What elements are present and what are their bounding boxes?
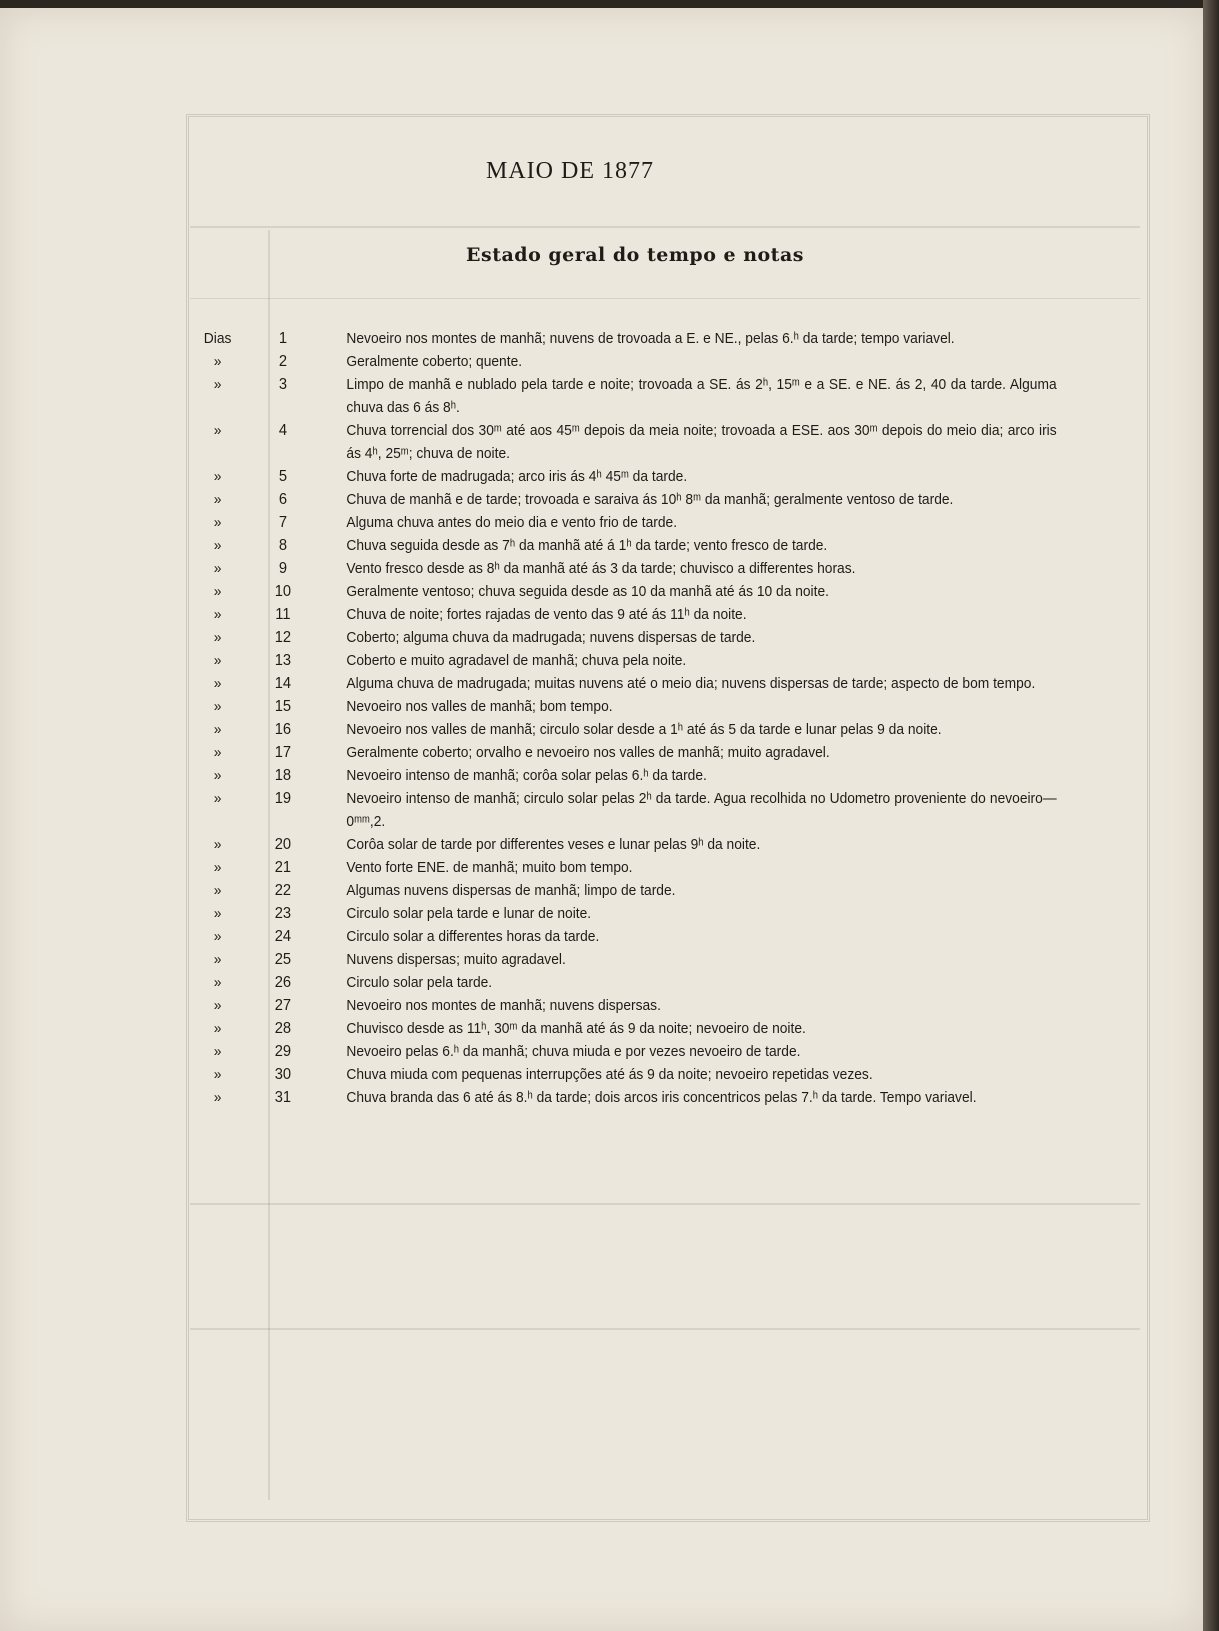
ditto-mark: » bbox=[213, 928, 222, 945]
ditto-mark: » bbox=[213, 790, 222, 807]
day-notes: Circulo solar a differentes horas da tarde. bbox=[346, 928, 600, 945]
day-number: 27 bbox=[274, 997, 292, 1014]
day-number: 29 bbox=[274, 1043, 292, 1060]
day-number: 15 bbox=[274, 698, 292, 715]
day-number: 17 bbox=[274, 744, 292, 761]
day-number: 8 bbox=[278, 537, 288, 554]
weather-log bbox=[190, 327, 1150, 1109]
day-notes: Chuva torrencial dos 30ᵐ até aos 45ᵐ depois da meia noite; trovoada a ESE. aos 30ᵐ depois do meio dia; arco iris ás 4ʰ, 25ᵐ; chuva de noite. bbox=[346, 422, 1057, 462]
ditto-mark: » bbox=[213, 721, 222, 738]
day-notes: Corôa solar de tarde por differentes veses e lunar pelas 9ʰ da noite. bbox=[346, 836, 761, 853]
column-label: Dias bbox=[203, 330, 232, 347]
log-row bbox=[190, 833, 1147, 856]
ditto-mark: » bbox=[213, 514, 222, 531]
day-notes: Coberto; alguma chuva da madrugada; nuvens dispersas de tarde. bbox=[346, 629, 756, 646]
section-heading: Estado geral do tempo e notas bbox=[466, 244, 804, 266]
ditto-mark: » bbox=[213, 353, 222, 370]
ditto-mark: » bbox=[213, 882, 222, 899]
day-number: 26 bbox=[274, 974, 292, 991]
day-notes: Nevoeiro intenso de manhã; circulo solar pelas 2ʰ da tarde. Agua recolhida no Udometro proveniente do nevoeiro—0ᵐᵐ,2. bbox=[346, 790, 1057, 830]
log-row bbox=[190, 327, 1147, 350]
day-notes: Nevoeiro intenso de manhã; corôa solar pelas 6.ʰ da tarde. bbox=[346, 767, 707, 784]
day-notes: Vento forte ENE. de manhã; muito bom tempo. bbox=[346, 859, 633, 876]
ditto-mark: » bbox=[213, 997, 222, 1014]
day-number: 2 bbox=[278, 353, 288, 370]
day-number: 20 bbox=[274, 836, 292, 853]
rule-line bbox=[190, 298, 1140, 299]
day-notes: Limpo de manhã e nublado pela tarde e noite; trovoada a SE. ás 2ʰ, 15ᵐ e a SE. e NE. ás 2, 40 da tarde. Alguma chuva das 6 ás 8ʰ. bbox=[346, 376, 1057, 416]
day-number: 13 bbox=[274, 652, 292, 669]
log-row bbox=[190, 626, 1147, 649]
ditto-mark: » bbox=[213, 859, 222, 876]
log-row bbox=[190, 741, 1147, 764]
log-row bbox=[190, 350, 1147, 373]
day-notes: Nuvens dispersas; muito agradavel. bbox=[346, 951, 566, 968]
day-notes: Nevoeiro nos valles de manhã; bom tempo. bbox=[346, 698, 613, 715]
ditto-mark: » bbox=[213, 376, 222, 393]
day-notes: Nevoeiro nos montes de manhã; nuvens de trovoada a E. e NE., pelas 6.ʰ da tarde; tempo variavel. bbox=[346, 330, 955, 347]
day-number: 10 bbox=[274, 583, 292, 600]
log-row bbox=[190, 971, 1147, 994]
day-notes: Chuva de noite; fortes rajadas de vento das 9 até ás 11ʰ da noite. bbox=[346, 606, 747, 623]
day-number: 5 bbox=[278, 468, 288, 485]
day-number: 23 bbox=[274, 905, 292, 922]
day-notes: Alguma chuva antes do meio dia e vento frio de tarde. bbox=[346, 514, 678, 531]
day-notes: Chuva seguida desde as 7ʰ da manhã até á 1ʰ da tarde; vento fresco de tarde. bbox=[346, 537, 828, 554]
day-notes: Chuva forte de madrugada; arco iris ás 4ʰ 45ᵐ da tarde. bbox=[346, 468, 688, 485]
log-row bbox=[190, 511, 1147, 534]
ditto-mark: » bbox=[213, 1089, 222, 1106]
log-row bbox=[190, 649, 1147, 672]
day-notes: Algumas nuvens dispersas de manhã; limpo de tarde. bbox=[346, 882, 676, 899]
ditto-mark: » bbox=[213, 468, 222, 485]
log-row bbox=[190, 948, 1147, 971]
day-number: 18 bbox=[274, 767, 292, 784]
log-row bbox=[190, 925, 1147, 948]
log-row bbox=[190, 557, 1147, 580]
day-number: 19 bbox=[274, 790, 292, 807]
log-row bbox=[190, 787, 1147, 833]
day-notes: Nevoeiro nos montes de manhã; nuvens dispersas. bbox=[346, 997, 661, 1014]
ditto-mark: » bbox=[213, 974, 222, 991]
ditto-mark: » bbox=[213, 767, 222, 784]
ditto-mark: » bbox=[213, 1066, 222, 1083]
log-row bbox=[190, 1017, 1147, 1040]
day-number: 11 bbox=[275, 606, 291, 623]
log-row bbox=[190, 994, 1147, 1017]
day-notes: Coberto e muito agradavel de manhã; chuva pela noite. bbox=[346, 652, 687, 669]
ditto-mark: » bbox=[213, 675, 222, 692]
page-title: MAIO DE 1877 bbox=[486, 158, 654, 184]
day-number: 28 bbox=[274, 1020, 292, 1037]
log-row bbox=[190, 764, 1147, 787]
log-row bbox=[190, 534, 1147, 557]
day-notes: Chuva miuda com pequenas interrupções até ás 9 da noite; nevoeiro repetidas vezes. bbox=[346, 1066, 873, 1083]
log-row bbox=[190, 603, 1147, 626]
day-number: 9 bbox=[278, 560, 288, 577]
day-number: 31 bbox=[274, 1089, 292, 1106]
day-notes: Chuva branda das 6 até ás 8.ʰ da tarde; dois arcos iris concentricos pelas 7.ʰ da tarde. Tempo variavel. bbox=[346, 1089, 977, 1106]
log-row bbox=[190, 1040, 1147, 1063]
day-notes: Geralmente coberto; orvalho e nevoeiro nos valles de manhã; muito agradavel. bbox=[346, 744, 830, 761]
rule-line bbox=[190, 1203, 1140, 1205]
day-notes: Vento fresco desde as 8ʰ da manhã até ás 3 da tarde; chuvisco a differentes horas. bbox=[346, 560, 856, 577]
log-row bbox=[190, 672, 1147, 695]
day-notes: Circulo solar pela tarde e lunar de noite. bbox=[346, 905, 592, 922]
day-number: 21 bbox=[274, 859, 292, 876]
day-number: 6 bbox=[278, 491, 288, 508]
day-notes: Nevoeiro nos valles de manhã; circulo solar desde a 1ʰ até ás 5 da tarde e lunar pelas 9 da noite. bbox=[346, 721, 942, 738]
day-number: 3 bbox=[278, 376, 288, 393]
ditto-mark: » bbox=[213, 836, 222, 853]
log-row bbox=[190, 902, 1147, 925]
rule-line bbox=[190, 226, 1140, 228]
log-row bbox=[190, 695, 1147, 718]
ditto-mark: » bbox=[213, 629, 222, 646]
log-row bbox=[190, 879, 1147, 902]
ditto-mark: » bbox=[213, 491, 222, 508]
day-number: 1 bbox=[278, 330, 288, 347]
day-notes: Circulo solar pela tarde. bbox=[346, 974, 493, 991]
day-number: 4 bbox=[278, 422, 288, 439]
log-row bbox=[190, 465, 1147, 488]
day-number: 7 bbox=[278, 514, 288, 531]
ditto-mark: » bbox=[213, 583, 222, 600]
day-notes: Chuva de manhã e de tarde; trovoada e saraiva ás 10ʰ 8ᵐ da manhã; geralmente ventoso de tarde. bbox=[346, 491, 954, 508]
ditto-mark: » bbox=[213, 606, 222, 623]
day-number: 12 bbox=[274, 629, 292, 646]
ditto-mark: » bbox=[213, 1043, 222, 1060]
day-number: 14 bbox=[274, 675, 292, 692]
day-notes: Alguma chuva de madrugada; muitas nuvens até o meio dia; nuvens dispersas de tarde; aspecto de bom tempo. bbox=[346, 675, 1036, 692]
day-number: 25 bbox=[274, 951, 292, 968]
day-notes: Chuvisco desde as 11ʰ, 30ᵐ da manhã até ás 9 da noite; nevoeiro de noite. bbox=[346, 1020, 806, 1037]
day-notes: Nevoeiro pelas 6.ʰ da manhã; chuva miuda e por vezes nevoeiro de tarde. bbox=[346, 1043, 801, 1060]
rule-line bbox=[190, 1328, 1140, 1330]
day-notes: Geralmente coberto; quente. bbox=[346, 353, 523, 370]
day-notes: Geralmente ventoso; chuva seguida desde as 10 da manhã até ás 10 da noite. bbox=[346, 583, 829, 600]
day-number: 16 bbox=[274, 721, 292, 738]
log-row bbox=[190, 373, 1147, 419]
ditto-mark: » bbox=[213, 422, 222, 439]
log-row bbox=[190, 856, 1147, 879]
ditto-mark: » bbox=[213, 560, 222, 577]
log-row bbox=[190, 1063, 1147, 1086]
log-row bbox=[190, 580, 1147, 603]
log-row bbox=[190, 488, 1147, 511]
log-row bbox=[190, 718, 1147, 741]
ditto-mark: » bbox=[213, 537, 222, 554]
ditto-mark: » bbox=[213, 905, 222, 922]
log-row bbox=[190, 1086, 1147, 1109]
day-number: 22 bbox=[274, 882, 292, 899]
day-number: 24 bbox=[274, 928, 292, 945]
ditto-mark: » bbox=[213, 652, 222, 669]
ditto-mark: » bbox=[213, 744, 222, 761]
log-row bbox=[190, 419, 1147, 465]
day-number: 30 bbox=[274, 1066, 292, 1083]
ditto-mark: » bbox=[213, 951, 222, 968]
ditto-mark: » bbox=[213, 698, 222, 715]
ditto-mark: » bbox=[213, 1020, 222, 1037]
